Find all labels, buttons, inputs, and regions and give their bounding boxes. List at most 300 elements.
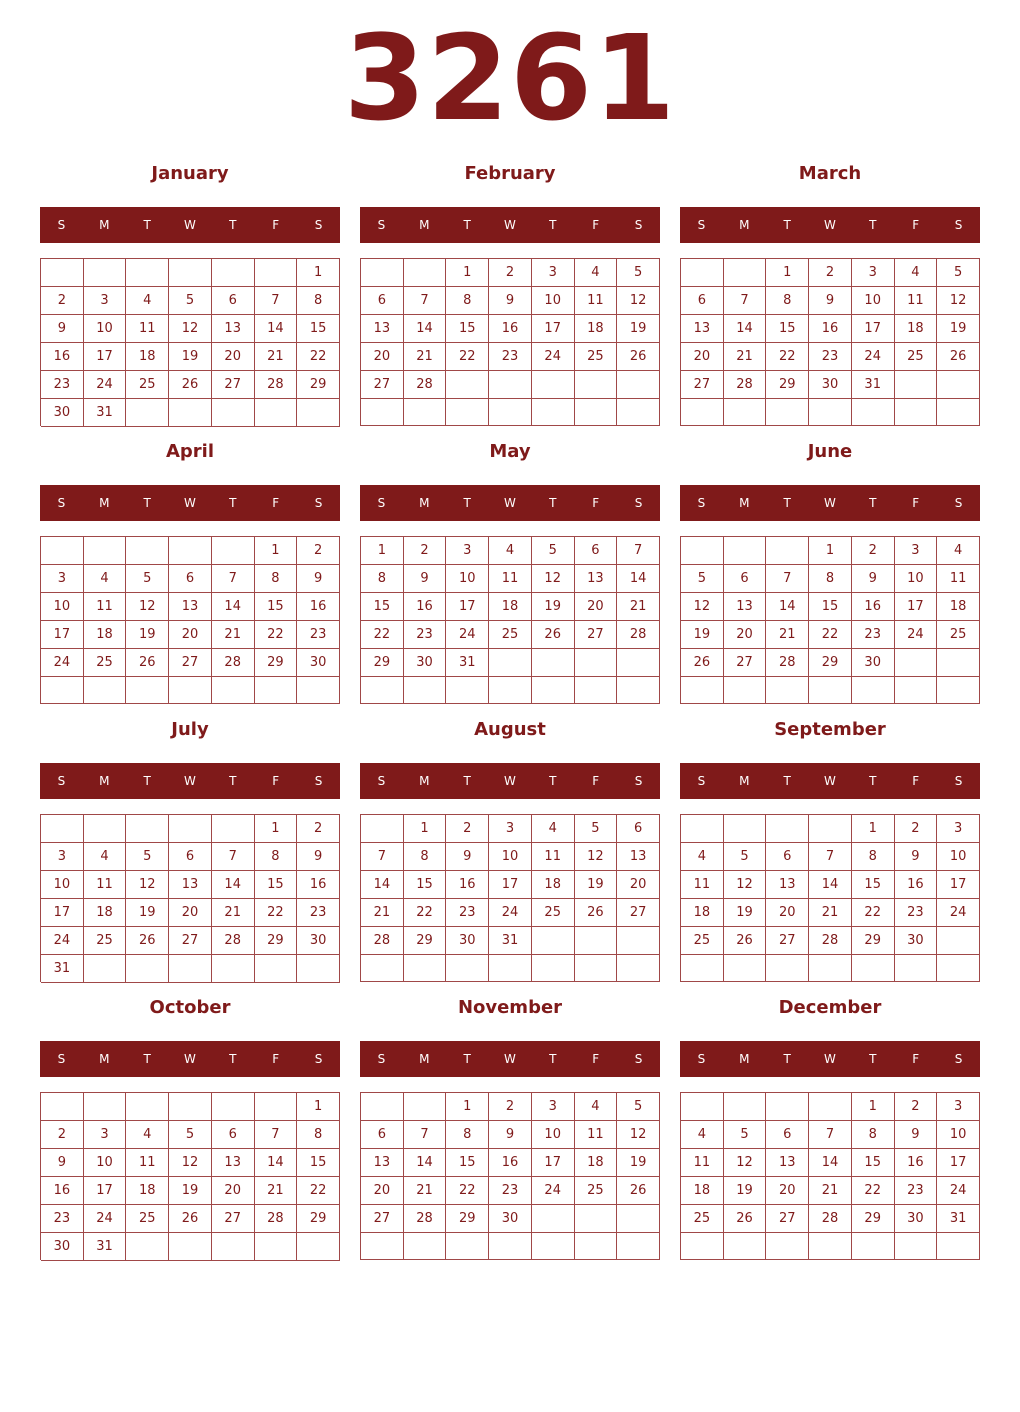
day-cell: 29 bbox=[809, 649, 852, 677]
day-cell: 10 bbox=[532, 287, 575, 315]
weekday-label: F bbox=[272, 1052, 280, 1066]
empty-cell bbox=[724, 1233, 767, 1260]
weekday-label: S bbox=[57, 1052, 66, 1066]
empty-cell bbox=[41, 259, 84, 287]
day-grid bbox=[360, 814, 660, 982]
day-cell: 28 bbox=[617, 621, 660, 649]
weekday-label: S bbox=[377, 496, 386, 510]
empty-cell bbox=[681, 955, 724, 982]
day-cell: 16 bbox=[41, 343, 84, 371]
day-cell: 9 bbox=[297, 565, 340, 593]
weekday-label: T bbox=[229, 218, 237, 232]
day-cell: 14 bbox=[255, 1149, 298, 1177]
day-cell: 14 bbox=[212, 871, 255, 899]
day-cell: 12 bbox=[937, 287, 980, 315]
day-cell: 21 bbox=[212, 899, 255, 927]
empty-cell bbox=[84, 815, 127, 843]
empty-cell bbox=[575, 399, 618, 426]
empty-cell bbox=[126, 259, 169, 287]
day-cell: 15 bbox=[852, 871, 895, 899]
empty-cell bbox=[681, 815, 724, 843]
weekday-label: S bbox=[954, 496, 963, 510]
weekday-label: S bbox=[377, 218, 386, 232]
day-cell: 26 bbox=[575, 899, 618, 927]
day-cell: 14 bbox=[404, 1149, 447, 1177]
day-cell: 1 bbox=[766, 259, 809, 287]
empty-cell bbox=[532, 955, 575, 982]
day-cell: 3 bbox=[489, 815, 532, 843]
empty-cell bbox=[532, 927, 575, 955]
day-cell: 28 bbox=[809, 927, 852, 955]
day-cell: 3 bbox=[895, 537, 938, 565]
empty-cell bbox=[617, 677, 660, 704]
day-cell: 20 bbox=[681, 343, 724, 371]
day-cell: 19 bbox=[169, 1177, 212, 1205]
day-cell: 10 bbox=[937, 843, 980, 871]
weekday-label: T bbox=[229, 774, 237, 788]
day-cell: 2 bbox=[489, 1093, 532, 1121]
day-cell: 20 bbox=[724, 621, 767, 649]
day-cell: 11 bbox=[126, 315, 169, 343]
weekday-label: S bbox=[954, 218, 963, 232]
day-cell: 26 bbox=[532, 621, 575, 649]
empty-cell bbox=[361, 1093, 404, 1121]
empty-cell bbox=[297, 399, 340, 427]
day-cell: 3 bbox=[41, 565, 84, 593]
month-july bbox=[40, 713, 340, 983]
day-cell: 31 bbox=[446, 649, 489, 677]
weekday-label: S bbox=[697, 218, 706, 232]
day-cell: 2 bbox=[895, 815, 938, 843]
day-cell: 13 bbox=[169, 871, 212, 899]
day-cell: 24 bbox=[41, 927, 84, 955]
weekday-label: M bbox=[99, 774, 110, 788]
weekday-header bbox=[40, 1041, 340, 1077]
weekday-label: T bbox=[229, 496, 237, 510]
day-cell: 30 bbox=[489, 1205, 532, 1233]
day-cell: 15 bbox=[297, 1149, 340, 1177]
day-cell: 29 bbox=[255, 649, 298, 677]
empty-cell bbox=[255, 955, 298, 983]
day-cell: 6 bbox=[169, 565, 212, 593]
day-cell: 5 bbox=[126, 565, 169, 593]
day-cell: 11 bbox=[575, 287, 618, 315]
day-cell: 8 bbox=[852, 1121, 895, 1149]
day-cell: 17 bbox=[937, 1149, 980, 1177]
empty-cell bbox=[809, 677, 852, 704]
day-cell: 6 bbox=[724, 565, 767, 593]
weekday-label: W bbox=[184, 218, 196, 232]
weekday-label: F bbox=[592, 496, 600, 510]
month-june bbox=[680, 435, 980, 705]
day-cell: 30 bbox=[404, 649, 447, 677]
weekday-label: T bbox=[463, 496, 471, 510]
day-cell: 8 bbox=[361, 565, 404, 593]
weekday-label: M bbox=[739, 496, 750, 510]
day-cell: 1 bbox=[852, 1093, 895, 1121]
day-cell: 6 bbox=[766, 1121, 809, 1149]
empty-cell bbox=[724, 259, 767, 287]
day-cell: 23 bbox=[895, 1177, 938, 1205]
empty-cell bbox=[126, 815, 169, 843]
day-cell: 5 bbox=[617, 259, 660, 287]
day-cell: 25 bbox=[489, 621, 532, 649]
day-cell: 27 bbox=[766, 927, 809, 955]
weekday-label: T bbox=[229, 1052, 237, 1066]
empty-cell bbox=[446, 371, 489, 399]
weekday-label: T bbox=[869, 496, 877, 510]
weekday-label: M bbox=[99, 1052, 110, 1066]
weekday-label: S bbox=[697, 774, 706, 788]
weekday-header bbox=[360, 485, 660, 521]
day-cell: 21 bbox=[404, 343, 447, 371]
day-cell: 2 bbox=[41, 1121, 84, 1149]
day-cell: 17 bbox=[489, 871, 532, 899]
day-cell: 2 bbox=[297, 815, 340, 843]
day-cell: 27 bbox=[724, 649, 767, 677]
empty-cell bbox=[681, 537, 724, 565]
empty-cell bbox=[361, 259, 404, 287]
day-cell: 6 bbox=[617, 815, 660, 843]
day-cell: 13 bbox=[766, 1149, 809, 1177]
day-cell: 10 bbox=[937, 1121, 980, 1149]
month-name: July bbox=[171, 719, 209, 740]
day-cell: 25 bbox=[895, 343, 938, 371]
weekday-label: M bbox=[419, 1052, 430, 1066]
empty-cell bbox=[489, 1233, 532, 1260]
day-cell: 8 bbox=[255, 843, 298, 871]
day-cell: 19 bbox=[617, 1149, 660, 1177]
empty-cell bbox=[937, 955, 980, 982]
day-cell: 6 bbox=[766, 843, 809, 871]
weekday-label: F bbox=[912, 218, 920, 232]
day-cell: 4 bbox=[532, 815, 575, 843]
day-cell: 24 bbox=[895, 621, 938, 649]
weekday-label: M bbox=[739, 218, 750, 232]
empty-cell bbox=[617, 1233, 660, 1260]
day-grid bbox=[40, 536, 340, 704]
day-cell: 14 bbox=[809, 1149, 852, 1177]
day-cell: 23 bbox=[41, 1205, 84, 1233]
weekday-label: T bbox=[463, 1052, 471, 1066]
day-cell: 11 bbox=[681, 871, 724, 899]
weekday-label: S bbox=[57, 496, 66, 510]
day-cell: 12 bbox=[575, 843, 618, 871]
day-cell: 26 bbox=[724, 927, 767, 955]
day-cell: 6 bbox=[361, 1121, 404, 1149]
day-cell: 20 bbox=[361, 1177, 404, 1205]
day-cell: 14 bbox=[724, 315, 767, 343]
empty-cell bbox=[852, 677, 895, 704]
day-cell: 15 bbox=[255, 871, 298, 899]
day-cell: 13 bbox=[681, 315, 724, 343]
weekday-label: F bbox=[592, 218, 600, 232]
day-grid bbox=[360, 258, 660, 426]
day-grid bbox=[680, 536, 980, 704]
weekday-label: S bbox=[314, 496, 323, 510]
day-cell: 2 bbox=[41, 287, 84, 315]
day-cell: 23 bbox=[297, 621, 340, 649]
empty-cell bbox=[937, 399, 980, 426]
empty-cell bbox=[255, 1233, 298, 1261]
day-cell: 21 bbox=[809, 1177, 852, 1205]
day-cell: 30 bbox=[297, 927, 340, 955]
day-grid bbox=[680, 258, 980, 426]
weekday-label: T bbox=[549, 218, 557, 232]
day-cell: 25 bbox=[84, 649, 127, 677]
weekday-label: T bbox=[143, 1052, 151, 1066]
day-cell: 14 bbox=[361, 871, 404, 899]
day-cell: 28 bbox=[212, 649, 255, 677]
day-cell: 16 bbox=[446, 871, 489, 899]
day-cell: 16 bbox=[297, 871, 340, 899]
month-name: January bbox=[151, 163, 229, 184]
day-cell: 6 bbox=[361, 287, 404, 315]
empty-cell bbox=[809, 1093, 852, 1121]
day-cell: 1 bbox=[297, 259, 340, 287]
day-cell: 11 bbox=[84, 871, 127, 899]
day-cell: 5 bbox=[169, 287, 212, 315]
empty-cell bbox=[212, 1233, 255, 1261]
weekday-label: F bbox=[592, 774, 600, 788]
day-cell: 6 bbox=[575, 537, 618, 565]
empty-cell bbox=[724, 537, 767, 565]
day-cell: 17 bbox=[937, 871, 980, 899]
empty-cell bbox=[84, 259, 127, 287]
day-cell: 13 bbox=[361, 1149, 404, 1177]
weekday-label: W bbox=[504, 496, 516, 510]
year-title: 3261 bbox=[343, 9, 677, 147]
day-cell: 17 bbox=[446, 593, 489, 621]
empty-cell bbox=[724, 399, 767, 426]
day-cell: 19 bbox=[126, 621, 169, 649]
day-cell: 1 bbox=[255, 815, 298, 843]
day-cell: 20 bbox=[575, 593, 618, 621]
day-cell: 22 bbox=[809, 621, 852, 649]
empty-cell bbox=[724, 677, 767, 704]
month-october bbox=[40, 991, 340, 1261]
empty-cell bbox=[126, 1233, 169, 1261]
day-cell: 22 bbox=[297, 1177, 340, 1205]
day-cell: 25 bbox=[937, 621, 980, 649]
weekday-label: W bbox=[824, 496, 836, 510]
day-cell: 4 bbox=[489, 537, 532, 565]
day-cell: 3 bbox=[852, 259, 895, 287]
day-cell: 8 bbox=[297, 1121, 340, 1149]
day-cell: 3 bbox=[937, 1093, 980, 1121]
day-cell: 11 bbox=[575, 1121, 618, 1149]
day-cell: 3 bbox=[937, 815, 980, 843]
month-name: June bbox=[807, 441, 853, 462]
day-cell: 29 bbox=[766, 371, 809, 399]
empty-cell bbox=[766, 399, 809, 426]
day-cell: 28 bbox=[404, 371, 447, 399]
empty-cell bbox=[766, 677, 809, 704]
month-name: December bbox=[778, 997, 882, 1018]
day-cell: 5 bbox=[532, 537, 575, 565]
day-cell: 8 bbox=[446, 1121, 489, 1149]
empty-cell bbox=[126, 677, 169, 704]
day-cell: 1 bbox=[361, 537, 404, 565]
day-grid bbox=[680, 1092, 980, 1260]
day-cell: 9 bbox=[41, 315, 84, 343]
weekday-label: T bbox=[143, 496, 151, 510]
day-cell: 4 bbox=[84, 565, 127, 593]
day-cell: 30 bbox=[41, 399, 84, 427]
day-cell: 15 bbox=[809, 593, 852, 621]
empty-cell bbox=[895, 649, 938, 677]
day-cell: 22 bbox=[446, 1177, 489, 1205]
day-cell: 5 bbox=[575, 815, 618, 843]
day-cell: 19 bbox=[126, 899, 169, 927]
day-cell: 10 bbox=[41, 871, 84, 899]
empty-cell bbox=[681, 259, 724, 287]
day-cell: 24 bbox=[532, 343, 575, 371]
weekday-label: M bbox=[739, 774, 750, 788]
empty-cell bbox=[852, 1233, 895, 1260]
empty-cell bbox=[255, 677, 298, 704]
day-cell: 30 bbox=[809, 371, 852, 399]
day-cell: 7 bbox=[766, 565, 809, 593]
day-cell: 8 bbox=[297, 287, 340, 315]
empty-cell bbox=[361, 955, 404, 982]
day-cell: 23 bbox=[852, 621, 895, 649]
day-cell: 3 bbox=[532, 259, 575, 287]
empty-cell bbox=[84, 677, 127, 704]
day-cell: 5 bbox=[724, 1121, 767, 1149]
day-cell: 13 bbox=[766, 871, 809, 899]
day-cell: 4 bbox=[126, 1121, 169, 1149]
day-cell: 7 bbox=[404, 1121, 447, 1149]
day-cell: 17 bbox=[532, 315, 575, 343]
day-cell: 1 bbox=[809, 537, 852, 565]
empty-cell bbox=[212, 815, 255, 843]
empty-cell bbox=[575, 371, 618, 399]
day-cell: 2 bbox=[489, 259, 532, 287]
day-cell: 24 bbox=[852, 343, 895, 371]
day-cell: 3 bbox=[41, 843, 84, 871]
empty-cell bbox=[169, 955, 212, 983]
day-cell: 27 bbox=[361, 371, 404, 399]
day-cell: 22 bbox=[255, 621, 298, 649]
weekday-label: W bbox=[504, 1052, 516, 1066]
day-cell: 24 bbox=[84, 371, 127, 399]
day-cell: 2 bbox=[404, 537, 447, 565]
day-cell: 15 bbox=[297, 315, 340, 343]
day-grid bbox=[40, 814, 340, 982]
day-cell: 18 bbox=[575, 1149, 618, 1177]
empty-cell bbox=[724, 815, 767, 843]
weekday-header bbox=[40, 485, 340, 521]
day-cell: 18 bbox=[126, 343, 169, 371]
weekday-label: T bbox=[783, 1052, 791, 1066]
day-cell: 5 bbox=[617, 1093, 660, 1121]
month-december bbox=[680, 991, 980, 1261]
weekday-label: T bbox=[549, 774, 557, 788]
empty-cell bbox=[895, 1233, 938, 1260]
weekday-header bbox=[360, 763, 660, 799]
day-cell: 26 bbox=[724, 1205, 767, 1233]
day-cell: 14 bbox=[809, 871, 852, 899]
weekday-label: S bbox=[314, 1052, 323, 1066]
empty-cell bbox=[404, 399, 447, 426]
day-cell: 10 bbox=[84, 315, 127, 343]
weekday-label: F bbox=[272, 218, 280, 232]
empty-cell bbox=[169, 537, 212, 565]
day-cell: 16 bbox=[489, 315, 532, 343]
empty-cell bbox=[895, 371, 938, 399]
weekday-label: S bbox=[634, 218, 643, 232]
day-cell: 21 bbox=[617, 593, 660, 621]
weekday-label: W bbox=[184, 774, 196, 788]
day-cell: 19 bbox=[575, 871, 618, 899]
empty-cell bbox=[617, 371, 660, 399]
day-cell: 24 bbox=[937, 1177, 980, 1205]
weekday-label: M bbox=[739, 1052, 750, 1066]
day-cell: 3 bbox=[446, 537, 489, 565]
day-cell: 24 bbox=[84, 1205, 127, 1233]
day-cell: 11 bbox=[532, 843, 575, 871]
day-cell: 30 bbox=[895, 927, 938, 955]
weekday-label: F bbox=[912, 1052, 920, 1066]
day-cell: 16 bbox=[404, 593, 447, 621]
day-cell: 22 bbox=[852, 899, 895, 927]
day-cell: 22 bbox=[766, 343, 809, 371]
month-september bbox=[680, 713, 980, 983]
empty-cell bbox=[809, 1233, 852, 1260]
day-cell: 1 bbox=[446, 1093, 489, 1121]
day-cell: 11 bbox=[937, 565, 980, 593]
day-cell: 29 bbox=[255, 927, 298, 955]
day-cell: 6 bbox=[212, 287, 255, 315]
day-cell: 26 bbox=[169, 371, 212, 399]
day-cell: 12 bbox=[617, 1121, 660, 1149]
weekday-label: S bbox=[697, 1052, 706, 1066]
day-cell: 7 bbox=[724, 287, 767, 315]
empty-cell bbox=[169, 259, 212, 287]
day-cell: 26 bbox=[937, 343, 980, 371]
day-cell: 25 bbox=[575, 1177, 618, 1205]
day-cell: 26 bbox=[126, 649, 169, 677]
empty-cell bbox=[575, 1205, 618, 1233]
day-cell: 23 bbox=[809, 343, 852, 371]
weekday-label: T bbox=[143, 774, 151, 788]
empty-cell bbox=[169, 815, 212, 843]
day-cell: 9 bbox=[852, 565, 895, 593]
day-cell: 21 bbox=[809, 899, 852, 927]
empty-cell bbox=[41, 815, 84, 843]
day-cell: 5 bbox=[126, 843, 169, 871]
empty-cell bbox=[297, 677, 340, 704]
day-cell: 29 bbox=[852, 1205, 895, 1233]
day-cell: 23 bbox=[489, 343, 532, 371]
day-cell: 20 bbox=[361, 343, 404, 371]
day-cell: 13 bbox=[212, 315, 255, 343]
empty-cell bbox=[809, 399, 852, 426]
empty-cell bbox=[169, 1233, 212, 1261]
day-cell: 29 bbox=[361, 649, 404, 677]
empty-cell bbox=[489, 649, 532, 677]
day-cell: 13 bbox=[212, 1149, 255, 1177]
empty-cell bbox=[852, 955, 895, 982]
day-cell: 8 bbox=[446, 287, 489, 315]
empty-cell bbox=[126, 537, 169, 565]
month-may bbox=[360, 435, 660, 705]
month-name: March bbox=[798, 163, 862, 184]
day-cell: 27 bbox=[212, 371, 255, 399]
day-cell: 10 bbox=[41, 593, 84, 621]
day-cell: 4 bbox=[84, 843, 127, 871]
